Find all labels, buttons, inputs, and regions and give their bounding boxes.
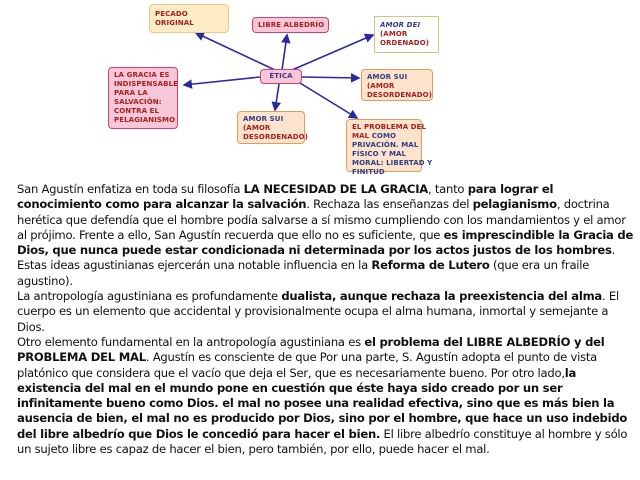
node-text: ORIGINAL (155, 19, 194, 27)
node-problema-del-mal (346, 119, 433, 176)
paragraph-antropologia (17, 289, 637, 335)
text-run-bold: para lograr el conocimiento como para alcanzar la salvación (17, 182, 554, 212)
node-text: LA GRACIA ES (114, 71, 170, 79)
arrow-to-pecado (196, 33, 275, 70)
node-amor-dei (374, 16, 439, 53)
node-amor-sui-right (361, 69, 433, 101)
node-text: (AMOR (367, 82, 395, 90)
node-amor-sui-bottom (237, 111, 309, 144)
arrow-to-problema (300, 83, 357, 118)
node-text: AMOR DEI (380, 21, 421, 29)
node-gracia (108, 67, 178, 129)
text-run: El libre albedrío constituye al hombre y sólo un sujeto libre es capaz de hacer el bien, pero también, por ello, puede hacer el mal. (17, 426, 628, 457)
node-text: CONTRA EL (114, 107, 160, 115)
text-run: . Estas ideas agustinianas ejercerán una notable influencia en la (17, 243, 616, 273)
text-run-bold: es imprescindible la Gracia de Dios, que nunca puede estar condicionada ni determinada por los actos justos de los hombres (17, 227, 634, 258)
node-text: PARA LA (114, 89, 148, 97)
node-text: FÍSICO Y MAL (352, 150, 407, 158)
body-text (17, 182, 637, 457)
arrow-to-libre (282, 35, 287, 70)
arrow-to-gracia (184, 77, 260, 85)
concept-map (0, 0, 640, 182)
text-run-bold: Reforma de Lutero (371, 258, 490, 273)
node-text: AMOR SUI (367, 73, 408, 81)
node-libre-albedrio (252, 17, 329, 33)
node-text: AMOR SUI (243, 115, 284, 123)
text-run-bold: la existencia del mal en el mundo pone en cuestión que éste haya sido creado por un ser infinitamente bueno como Dios. el mal no posee una realidad efectiva, sino que es más bien la ausencia de bien, el mal no es producido por Dios, sino por el hombre, que hace un uso indebido del libre albedrío que Dios le concedió para hacer el bien. (17, 365, 628, 441)
text-run: , tanto (427, 182, 468, 196)
paragraph-libre-albedrio (17, 335, 637, 457)
text-run-bold: dualista, aunque rechaza la preexistencia del alma (281, 289, 602, 304)
node-text: PELAGIANISMO (114, 116, 176, 124)
text-run-bold: el problema del LIBRE ALBEDRÍO y del PROBLEMA DEL MAL (17, 334, 605, 365)
node-text: MAL (352, 132, 370, 140)
node-text: PRIVACIÓN. MAL (352, 141, 419, 149)
text-run: . Rechaza las enseñanzas del (306, 197, 473, 212)
text-run: La antropología agustiniana es profundamente (17, 289, 282, 304)
node-text: PECADO (155, 10, 188, 18)
node-text: SALVACIÓN: (114, 98, 162, 106)
node-text: (AMOR (243, 124, 271, 132)
text-run: (que era un fraile agustino). (17, 258, 590, 288)
arrow-to-amorsui1 (302, 77, 359, 78)
text-run-bold: pelagianismo (472, 197, 557, 212)
text-run: . El cuerpo es un elemento que accidental y provisionalmente ocupa el alma humana, inmortal y semejante a Dios. (17, 289, 619, 334)
text-run: Otro elemento fundamental en la antropología agustiniana es (17, 334, 365, 349)
paragraph-gracia (17, 182, 637, 289)
text-run: San Agustín enfatiza en toda su filosofía (17, 182, 244, 196)
node-text: FINITUD (352, 168, 385, 176)
node-text: COMO (369, 132, 397, 140)
node-pecado-original (149, 4, 229, 33)
node-text: (AMOR (380, 30, 408, 38)
node-text: INDISPENSABLE (114, 80, 179, 88)
text-run-bold: LA NECESIDAD DE LA GRACIA (243, 182, 428, 196)
arrow-to-amorsui2 (275, 84, 279, 110)
node-text: MORAL: LIBERTAD Y (352, 159, 433, 167)
node-text: DESORDENADO) (367, 91, 433, 99)
arrow-to-amordei (292, 35, 373, 70)
text-run: , doctrina herética que defendía que el hombre podía salvarse a sí mismo cumpliendo con los mandamientos y el amor al prójimo. Frente a ello, San Agustín recuerda que ello no es suficiente, que (17, 197, 626, 242)
node-text: DESORDENADO) (243, 133, 309, 141)
node-text: ÉTICA (269, 72, 293, 80)
node-text: LIBRE ALBEDRÍO (258, 21, 325, 29)
text-run: . Agustín es consciente de que Por una parte, S. Agustín adopta el punto de vista platónico que considera que el vacío que deja el Ser, que es necesariamente bueno. Por otro lado, (17, 350, 598, 380)
node-etica-center (260, 69, 302, 84)
node-text: ORDENADO) (380, 39, 430, 47)
node-text: EL PROBLEMA DEL (352, 123, 427, 131)
